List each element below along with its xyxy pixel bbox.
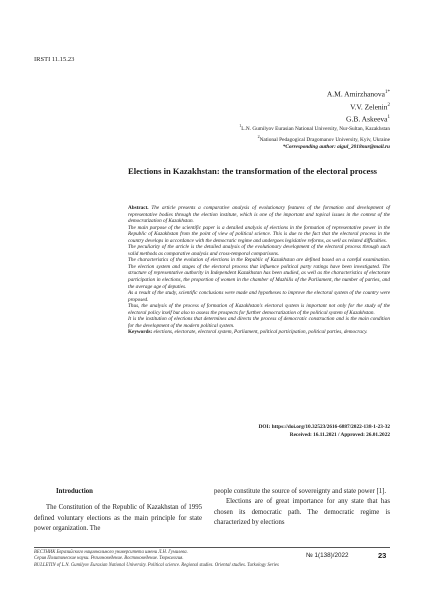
page-number: 23 xyxy=(378,551,387,560)
abstract-paragraph: The characteristics of the evolution of elections in the Republic of Kazakhstan are defined based on a careful examination. The election system and stages of the electoral process that influence political party ratings have been investigated. The structure of representative authority in Independent Kazakhstan has been studied, as well as the characteristics of electorate participation in elections, the proportion of women in the chamber of Mazhilis of the Parliament, the number of parties, and the average age of deputies. xyxy=(128,257,390,290)
footer-divider xyxy=(34,547,390,548)
body-column-right xyxy=(214,487,390,529)
affiliation: $^2$National Pedagogical Dragomanov University, Kyiv, Ukraine xyxy=(257,133,390,143)
author-name: A.M. Amirzhanova$^{1*}$ xyxy=(326,89,390,99)
body-column-left xyxy=(34,487,202,535)
body-paragraph: people constitute the source of sovereignty and state power [1]. xyxy=(214,488,387,495)
abstract-paragraph: Abstract. The article presents a comparative analysis of evolutionary features of the formation and development of representative bodies through the election institute, which is one of the important and topical issues in the context of the democratization of Kazakhstan. xyxy=(128,205,390,225)
abstract-paragraph: It is the institution of elections that determines and directs the process of democratic construction and is the main condition for the development of the modern political system. xyxy=(128,316,390,329)
author-list xyxy=(150,87,390,125)
journal-name-line: ВЕСТНИК Евразийского национального университета имени Л.Н. Гумилева. xyxy=(34,550,188,555)
article-title: Elections in Kazakhstan: the transformation of the electoral process xyxy=(128,166,378,176)
corresponding-author: *Corresponding author: aigul_2018nur@mail.ru xyxy=(282,143,390,150)
abstract-paragraph: The main purpose of the scientific paper is a detailed analysis of elections in the formation of representative power in the Republic of Kazakhstan from the point of view of political science. This is due to the fact that the electoral process in the country develops in accordance with the democratic regime and undergoes legislative reforms, as well as related difficulties. xyxy=(128,224,390,244)
abstract xyxy=(128,205,390,336)
affiliations xyxy=(90,122,390,151)
irsti-code: IRSTI 11.15.23 xyxy=(34,56,75,63)
affiliation: $^1$L.N. Gumilyov Eurasian National University, Nur-Sultan, Kazakhstan xyxy=(239,123,390,132)
section-heading: Introduction xyxy=(56,488,93,495)
doi-block xyxy=(128,424,390,439)
keywords: Keywords: elections, electorate, electoral system, Parliament, political participation, political parties, democracy. xyxy=(128,329,368,336)
journal-name-line: BULLETIN of L.N. Gumilyov Eurasian National University. Political science. Regional studies. Oriental studies. Turkology Series xyxy=(34,562,279,568)
journal-name-line: Серия Политические науки. Регионоведение. Востоковедение. Тюркология. xyxy=(34,556,184,562)
author-name: V.V. Zelenin$^2$ xyxy=(350,102,390,111)
abstract-paragraph: Thus, the analysis of the process of formation of Kazakhstan's electoral system is important not only for the study of the electoral policy itself but also to assess the prospects for further democratization of the political system of Kazakhstan. xyxy=(128,303,390,316)
body-paragraph: Elections are of great importance for any state that has chosen its democratic path. The democratic regime is characterized by elections xyxy=(214,498,390,527)
doi-link[interactable]: DOI: https://doi.org/10.32523/2616-6887/2022-138-1-23-32 xyxy=(258,424,390,430)
journal-info xyxy=(34,550,294,569)
issue-number: № 1(138)/2022 xyxy=(306,552,349,559)
received-dates: Received: 16.11.2021 / Approved: 26.01.2022 xyxy=(289,431,390,438)
abstract-paragraph: As a result of the study, scientific conclusions were made and hypotheses to improve the electoral system of the country were proposed. xyxy=(128,290,390,303)
author-name: G.B. Askeeva$^1$ xyxy=(346,114,390,124)
body-paragraph: The Constitution of the Republic of Kazakhstan of 1995 defined voluntary elections as the main principle for state power organization. The xyxy=(34,504,202,533)
abstract-paragraph: The peculiarity of the article is the detailed analysis of the evolutionary development of the electoral process through such valid methods as comparative analysis and cross-temporal comparisons. xyxy=(128,244,390,257)
